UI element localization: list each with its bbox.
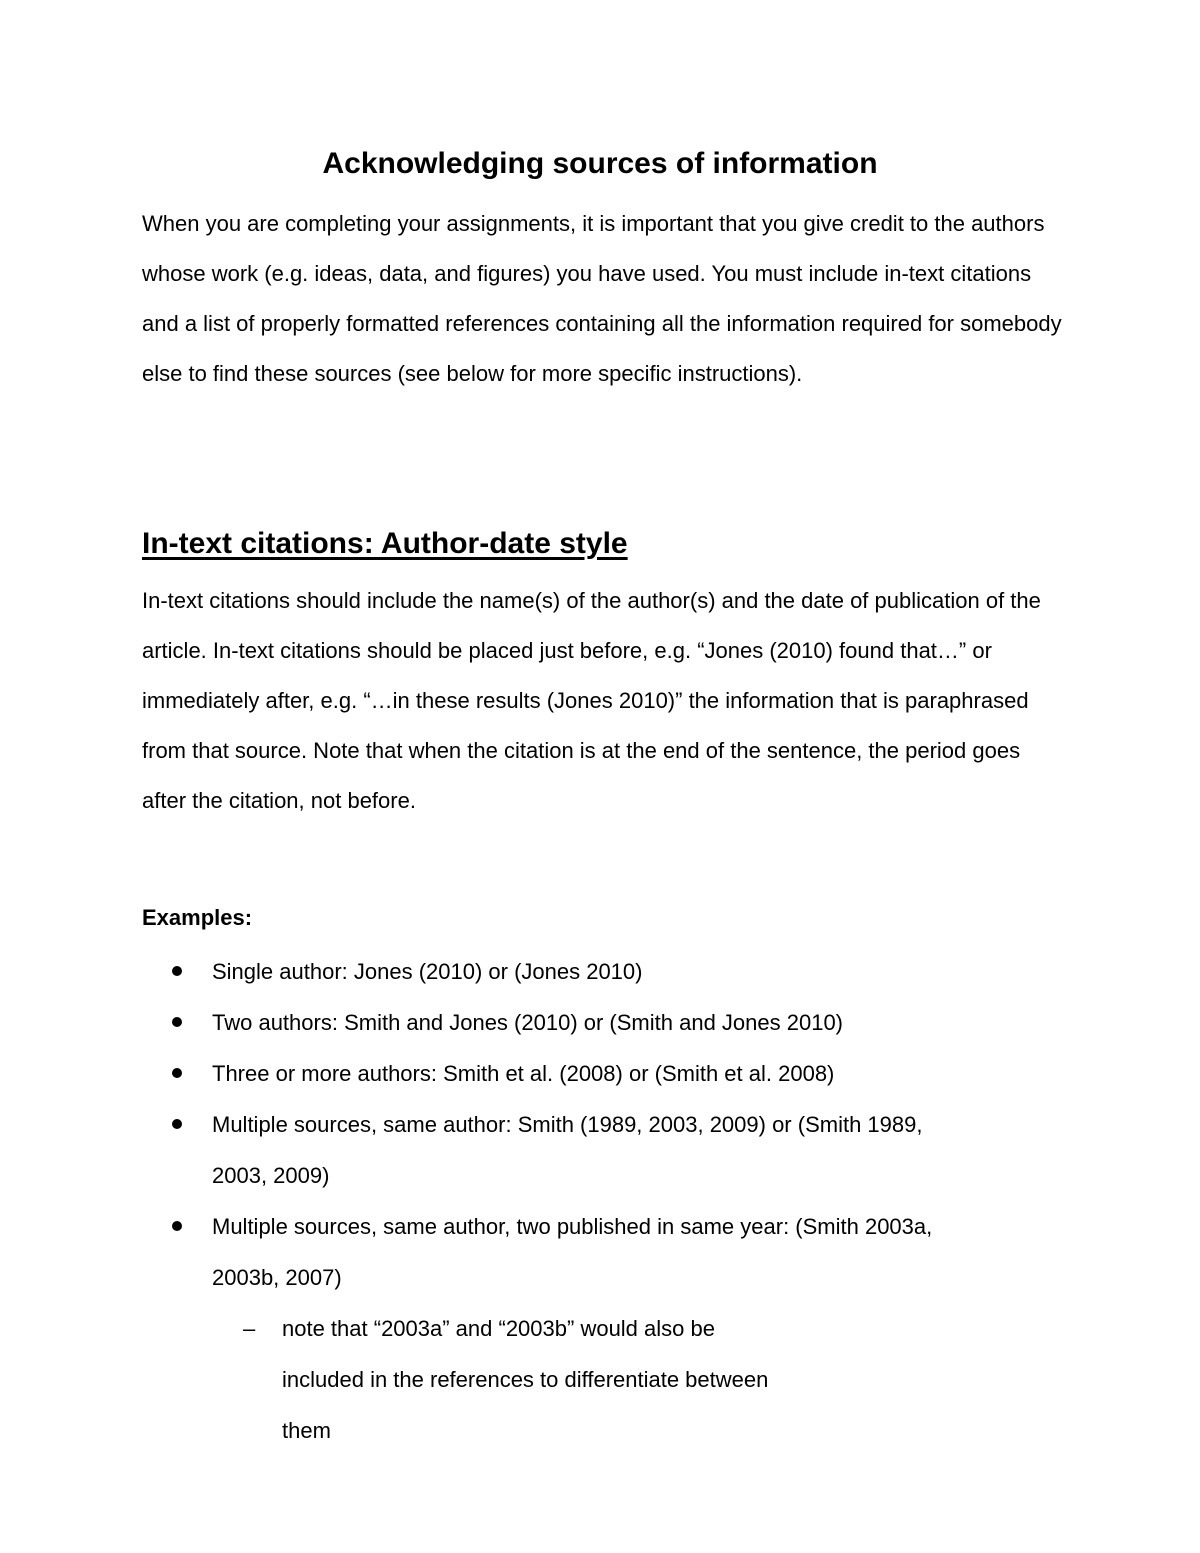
sub-list <box>212 1303 992 1456</box>
bullet-dot-icon <box>172 1119 182 1129</box>
list-item <box>142 946 1062 997</box>
intro-paragraph: When you are completing your assignments, it is important that you give credit to the authors whose work (e.g. ideas, data, and figures) you have used. You must include in-text citations and a list of properly formatted references containing all the information required for somebody else to find these sources (see below for more specific instructions). <box>142 211 1062 386</box>
list-item-text: Two authors: Smith and Jones (2010) or (Smith and Jones 2010) <box>212 1010 844 1035</box>
section-heading: In-text citations: Author-date style <box>142 527 628 560</box>
bullet-dot-icon <box>172 966 182 976</box>
bullet-dot-icon <box>172 1221 182 1231</box>
list-item <box>142 997 1062 1048</box>
list-item-text: Multiple sources, same author, two published in same year: (Smith 2003a, 2003b, 2007) <box>212 1214 933 1290</box>
list-item <box>142 1048 1062 1099</box>
examples-list <box>142 946 1062 1456</box>
list-item <box>142 1099 1062 1201</box>
sub-list-item-text: note that “2003a” and “2003b” would also be included in the references to differentiate between them <box>282 1316 769 1443</box>
list-item-text: Multiple sources, same author: Smith (1989, 2003, 2009) or (Smith 1989, 2003, 2009) <box>212 1112 923 1188</box>
list-item-text: Single author: Jones (2010) or (Jones 2010) <box>212 959 643 984</box>
sub-list-item <box>212 1303 992 1456</box>
bullet-dot-icon <box>172 1068 182 1078</box>
document-title: Acknowledging sources of information <box>322 147 878 180</box>
examples-label: Examples: <box>142 905 253 930</box>
section-paragraph: In-text citations should include the name(s) of the author(s) and the date of publication of the article. In-text citations should be placed just before, e.g. “Jones (2010) found that…” or immediately after, e.g. “…in these results (Jones 2010)” the information that is paraphrased from that source. Note that when the citation is at the end of the sentence, the period goes after the citation, not before. <box>142 588 1041 813</box>
dash-marker-icon: – <box>243 1316 256 1341</box>
bullet-dot-icon <box>172 1017 182 1027</box>
list-item-text: Three or more authors: Smith et al. (2008) or (Smith et al. 2008) <box>212 1061 835 1086</box>
list-item <box>142 1201 1062 1456</box>
